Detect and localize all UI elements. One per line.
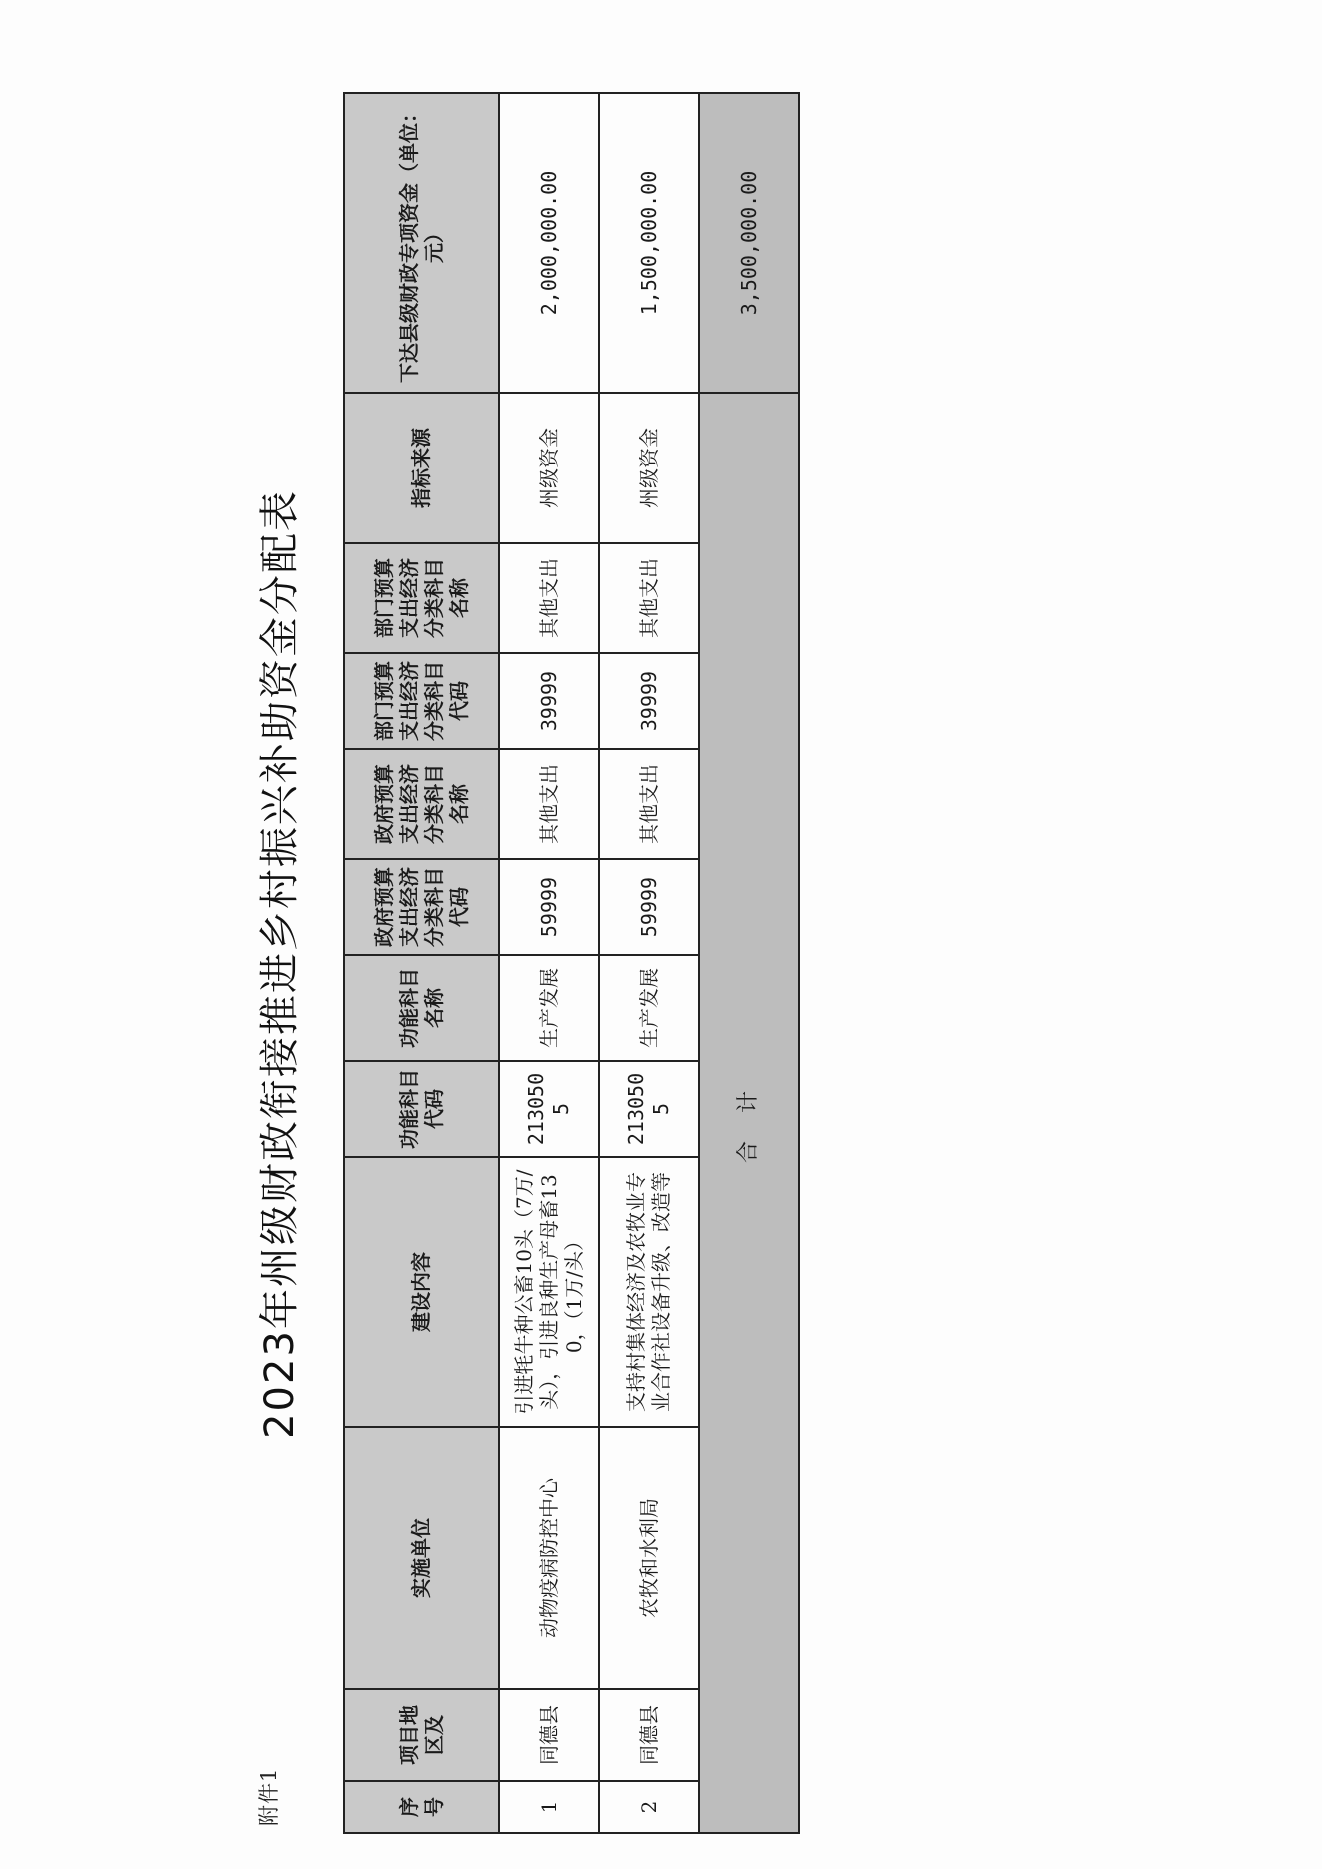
- allocation-table: [343, 92, 800, 1834]
- cell-amount: 2,000,000.00: [499, 93, 599, 393]
- cell-region: 同德县: [499, 1689, 599, 1781]
- cell-dept-name: 其他支出: [599, 543, 699, 653]
- document-title: 2023年州级财政衔接推进乡村振兴补助资金分配表: [257, 489, 303, 1439]
- cell-gov-code: 59999: [499, 859, 599, 955]
- cell-source: 州级资金: [499, 393, 599, 543]
- cell-gov-name: 其他支出: [499, 749, 599, 859]
- cell-content: 支持村集体经济及农牧业专业合作社设备升级、改造等: [599, 1157, 699, 1427]
- attachment-label: 附件1: [257, 1767, 281, 1826]
- table-row: [599, 93, 699, 1833]
- table-header-row: [344, 93, 499, 1833]
- cell-dept-name: 其他支出: [499, 543, 599, 653]
- cell-gov-code: 59999: [599, 859, 699, 955]
- table-total-row: [699, 93, 799, 1833]
- cell-unit: 农牧和水利局: [599, 1427, 699, 1689]
- header-region: 项目地区及: [344, 1689, 499, 1781]
- cell-content: 引进牦牛种公畜10头（7万/头），引进良种生产母畜130，（1万/头）: [499, 1157, 599, 1427]
- cell-func-code: 2130505: [499, 1061, 599, 1157]
- header-source: 指标来源: [344, 393, 499, 543]
- cell-source: 州级资金: [599, 393, 699, 543]
- cell-region: 同德县: [599, 1689, 699, 1781]
- cell-seq: 2: [599, 1781, 699, 1833]
- table-row: [499, 93, 599, 1833]
- cell-unit: 动物疫病防控中心: [499, 1427, 599, 1689]
- header-amount: 下达县级财政专项资金（单位：元）: [344, 93, 499, 393]
- header-unit: 实施单位: [344, 1427, 499, 1689]
- header-func-code: 功能科目代码: [344, 1061, 499, 1157]
- cell-seq: 1: [499, 1781, 599, 1833]
- header-func-name: 功能科目名称: [344, 955, 499, 1061]
- cell-gov-name: 其他支出: [599, 749, 699, 859]
- header-seq: 序号: [344, 1781, 499, 1833]
- cell-func-code: 2130505: [599, 1061, 699, 1157]
- total-label: 合计: [699, 393, 799, 1833]
- cell-dept-code: 39999: [499, 653, 599, 749]
- rotated-document: [248, 94, 898, 1834]
- header-content: 建设内容: [344, 1157, 499, 1427]
- cell-dept-code: 39999: [599, 653, 699, 749]
- total-amount: 3,500,000.00: [699, 93, 799, 393]
- cell-func-name: 生产发展: [599, 955, 699, 1061]
- header-dept-code: 部门预算支出经济分类科目代码: [344, 653, 499, 749]
- header-gov-name: 政府预算支出经济分类科目名称: [344, 749, 499, 859]
- cell-func-name: 生产发展: [499, 955, 599, 1061]
- header-gov-code: 政府预算支出经济分类科目代码: [344, 859, 499, 955]
- cell-amount: 1,500,000.00: [599, 93, 699, 393]
- header-dept-name: 部门预算支出经济分类科目名称: [344, 543, 499, 653]
